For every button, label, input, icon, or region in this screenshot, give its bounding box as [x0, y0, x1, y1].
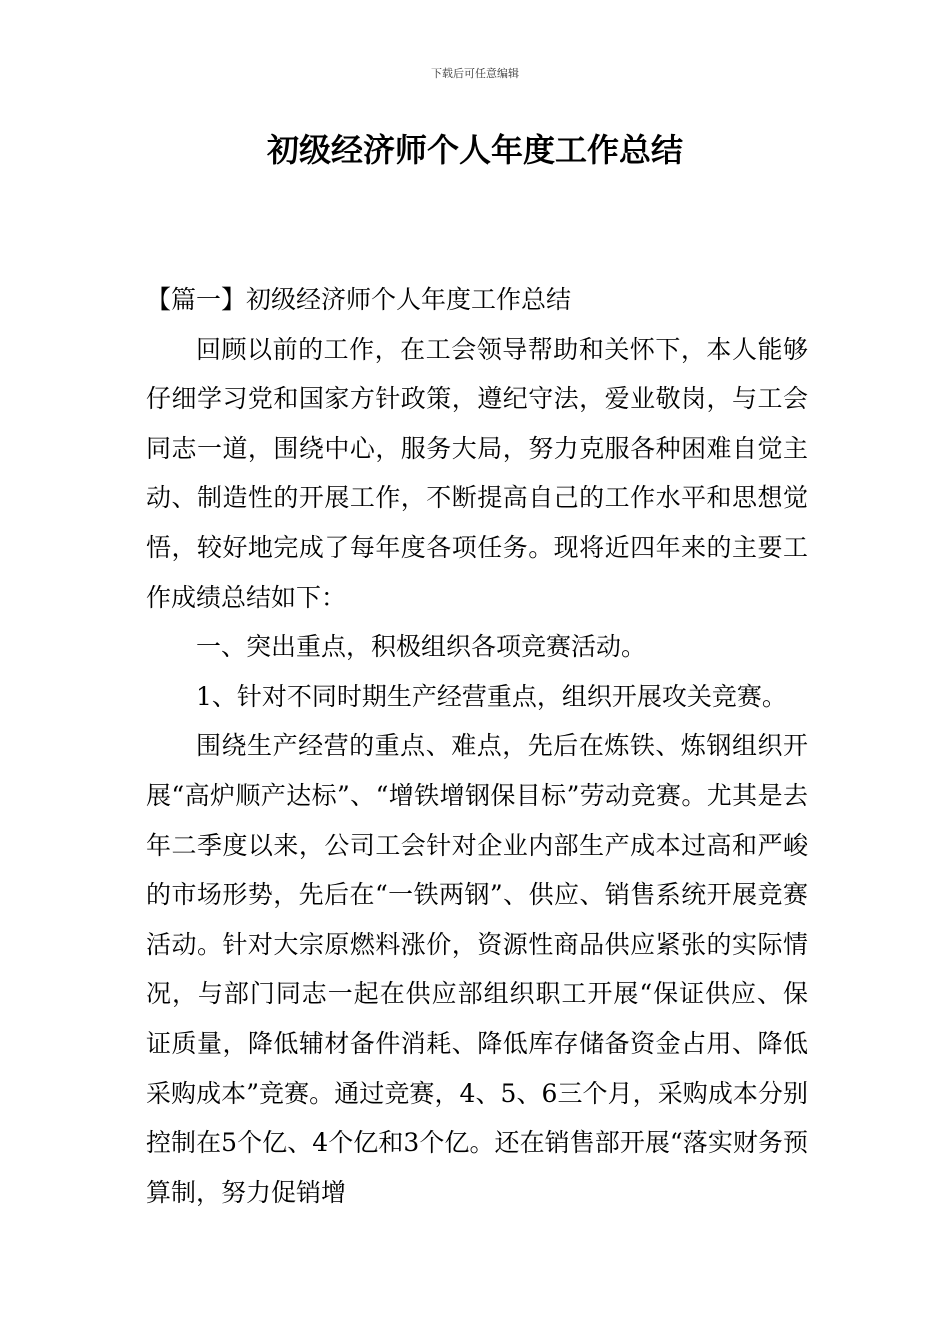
- section-heading: 【篇一】初级经济师个人年度工作总结: [146, 285, 572, 314]
- paragraph-heading-one: 一、突出重点，积极组织各项竞赛活动。: [196, 632, 647, 662]
- document-title: 初级经济师个人年度工作总结: [266, 131, 683, 169]
- document-body: [146, 275, 808, 1217]
- paragraph-intro: 回顾以前的工作，在工会领导帮助和关怀下，本人能够仔细学习党和国家方针政策，遵纪守法，爱业敬岗，与工会同志一道，围绕中心，服务大局，努力克服各种困难自觉主动、制造性的开展工作，不断提高自己的工作水平和思想觉悟，较好地完成了每年度各项任务。现将近四年来的主要工作成绩总结如下：: [146, 334, 808, 612]
- paragraph-body: 围绕生产经营的重点、难点，先后在炼铁、炼钢组织开展“高炉顺产达标”、“增铁增钢保目标”劳动竞赛。尤其是去年二季度以来，公司工会针对企业内部生产成本过高和严峻的市场形势，先后在“一铁两钢”、供应、销售系统开展竞赛活动。针对大宗原燃料涨价，资源性商品供应紧张的实际情况，与部门同志一起在供应部组织职工开展“保证供应、保证质量，降低辅材备件消耗、降低库存储备资金占用、降低采购成本”竞赛。通过竞赛，4、5、6三个月，采购成本分别控制在5个亿、4个亿和3个亿。还在销售部开展“落实财务预算制，努力促销增: [146, 731, 808, 1207]
- header-note: 下载后可任意编辑: [431, 67, 519, 80]
- paragraph-subheading-one: 1、针对不同时期生产经营重点，组织开展攻关竞赛。: [196, 681, 787, 711]
